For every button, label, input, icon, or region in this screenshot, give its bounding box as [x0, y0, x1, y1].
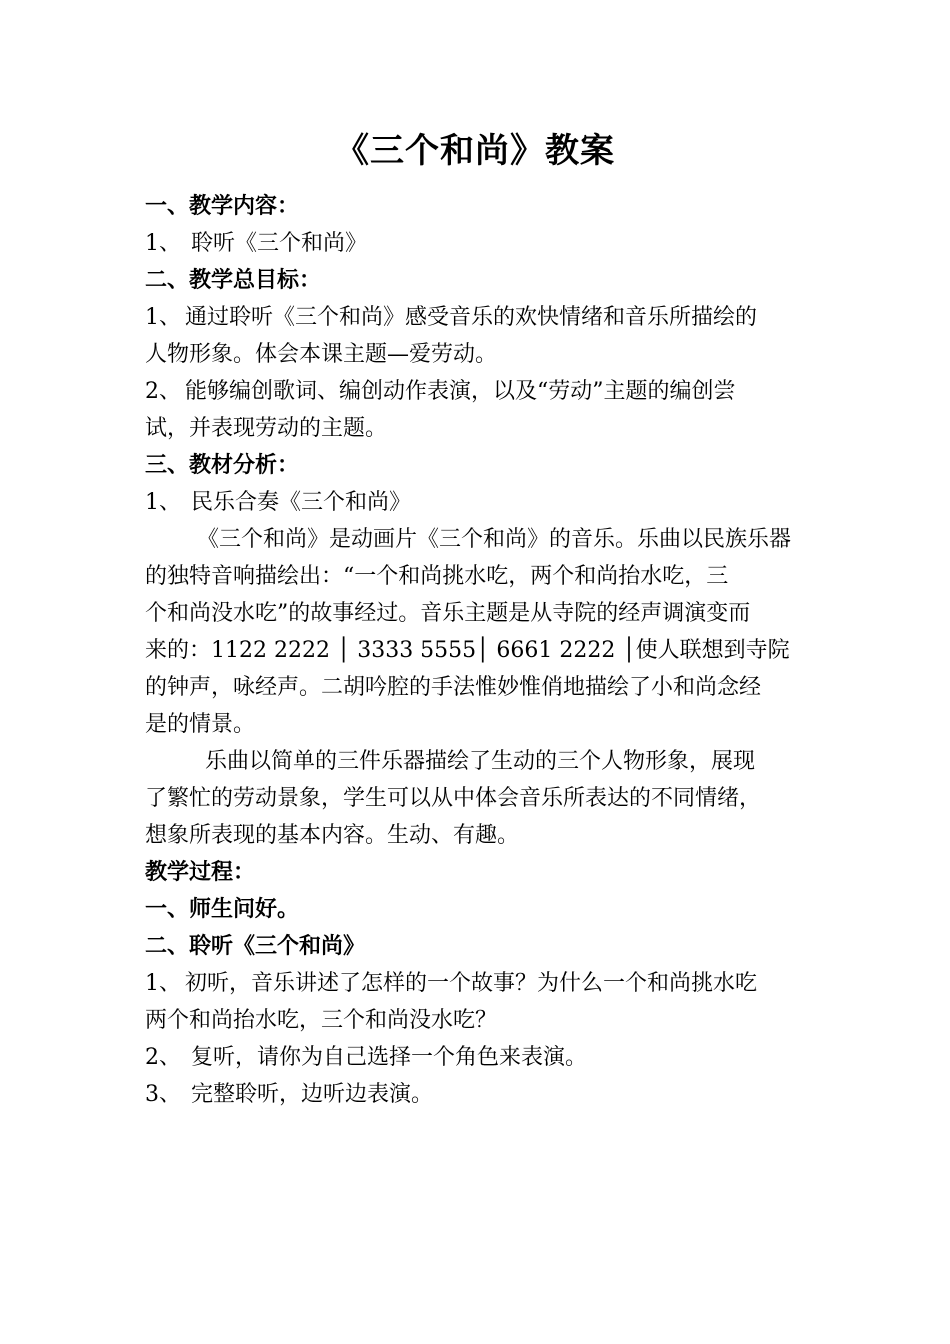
list-number: 1、	[145, 231, 181, 256]
analysis-paragraph-2: 乐曲以简单的三件乐器描绘了生动的三个人物形象，展现	[205, 749, 756, 774]
analysis-paragraph-2-line: 想象所表现的基本内容。生动、有趣。	[145, 823, 520, 848]
analysis-paragraph-1-line: 的钟声，咏经声。二胡吟腔的手法惟妙惟俏地描绘了小和尚念经	[145, 675, 762, 700]
list-text: 通过聆听《三个和尚》感受音乐的欢快情绪和音乐所描绘的	[185, 305, 758, 330]
analysis-paragraph-1-line: 是的情景。	[145, 712, 256, 737]
process-item-3	[145, 1076, 835, 1113]
list-number: 1、	[145, 490, 181, 515]
analysis-paragraph-1-line: 个和尚没水吃”的故事经过。音乐主题是从寺院的经声调演变而	[145, 601, 751, 626]
goals-item-1	[145, 299, 835, 336]
process-item-1-cont: 两个和尚抬水吃，三个和尚没水吃？	[145, 1008, 498, 1033]
section-heading-goals: 二、教学总目标：	[145, 267, 322, 293]
section-heading-analysis: 三、教材分析：	[145, 452, 300, 478]
analysis-paragraph-1: 《三个和尚》是动画片《三个和尚》的音乐。乐曲以民族乐器	[197, 527, 792, 552]
goals-item-2	[145, 373, 835, 410]
goals-item-2-cont: 试，并表现劳动的主题。	[145, 416, 388, 441]
goals-item-1-cont: 人物形象。体会本课主题—爱劳动。	[145, 342, 498, 367]
process-item-2	[145, 1039, 835, 1076]
content-item-1	[145, 225, 835, 262]
document-body	[145, 188, 835, 1113]
list-text: 初听，音乐讲述了怎样的一个故事？为什么一个和尚挑水吃	[185, 971, 758, 996]
process-item-1	[145, 965, 835, 1002]
list-text: 复听，请你为自己选择一个角色来表演。	[191, 1045, 588, 1070]
process-step-1: 一、师生问好。	[145, 896, 300, 922]
analysis-paragraph-1-line: 的独特音响描绘出：“一个和尚挑水吃，两个和尚抬水吃，三	[145, 564, 729, 589]
analysis-item-1	[145, 484, 835, 521]
process-step-2: 二、聆听《三个和尚》	[145, 933, 366, 959]
list-text: 民乐合奏《三个和尚》	[191, 490, 412, 515]
analysis-paragraph-2-line: 了繁忙的劳动景象，学生可以从中体会音乐所表达的不同情绪，	[145, 786, 762, 811]
list-number: 2、	[145, 379, 181, 404]
analysis-paragraph-1-line: 来的：1122 2222 │ 3333 5555│ 6661 2222 │使人联想到寺院	[145, 638, 790, 663]
list-number: 3、	[145, 1082, 181, 1107]
section-heading-process: 教学过程：	[145, 859, 256, 885]
list-text: 完整聆听，边听边表演。	[191, 1082, 434, 1107]
section-heading-content: 一、教学内容：	[145, 193, 300, 219]
document-title: 《三个和尚》教案	[335, 131, 615, 171]
list-text: 能够编创歌词、编创动作表演，以及“劳动”主题的编创尝	[185, 379, 736, 404]
list-text: 聆听《三个和尚》	[191, 231, 368, 256]
list-number: 2、	[145, 1045, 181, 1070]
list-number: 1、	[145, 305, 181, 330]
list-number: 1、	[145, 971, 181, 996]
